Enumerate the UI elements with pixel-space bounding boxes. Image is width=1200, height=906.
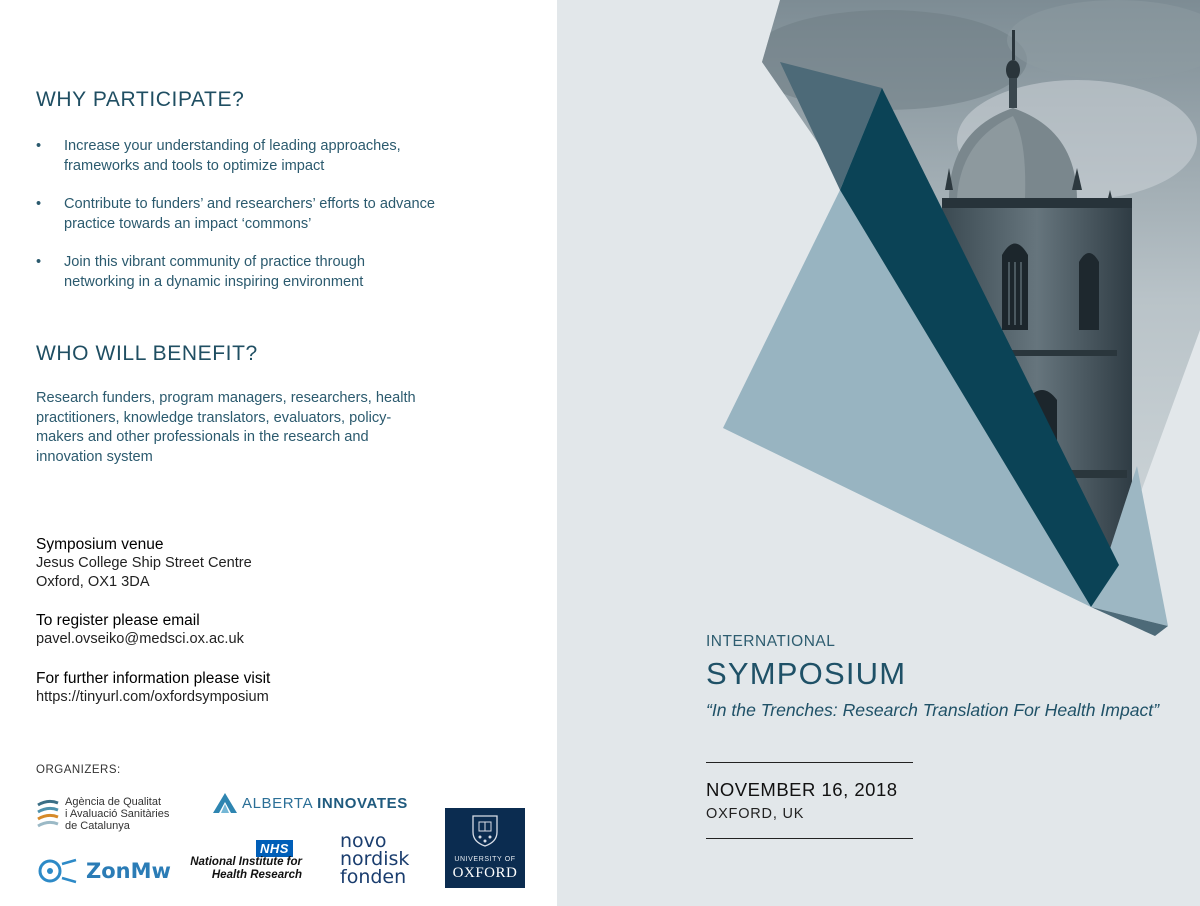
top-divider xyxy=(706,762,913,763)
symposium-title: SYMPOSIUM xyxy=(706,656,907,691)
oxford-big-text: OXFORD xyxy=(452,865,518,881)
zonmw-logo xyxy=(36,856,171,888)
alberta-mark-icon xyxy=(212,792,238,814)
register-title: To register please email xyxy=(36,612,200,629)
oxford-small-text: UNIVERSITY OF xyxy=(454,856,516,863)
why-participate-heading: WHY PARTICIPATE? xyxy=(36,88,245,111)
aquas-mark-icon xyxy=(36,797,60,831)
event-location: OXFORD, UK xyxy=(706,806,805,822)
novo-line-2: nordisk xyxy=(340,848,410,870)
venue-title: Symposium venue xyxy=(36,536,164,553)
further-info-title: For further information please visit xyxy=(36,670,271,687)
register-email-link[interactable]: pavel.ovseiko@medsci.ox.ac.uk xyxy=(36,631,244,647)
novo-nordisk-fonden-logo xyxy=(340,832,420,890)
bottom-divider xyxy=(706,838,913,839)
list-item xyxy=(36,252,436,292)
event-date: NOVEMBER 16, 2018 xyxy=(706,779,898,800)
benefit-text: Research funders, program managers, researchers, health practitioners, knowledge translators, evaluators, policy-makers and other professionals in the research and innovation system xyxy=(36,390,416,465)
alberta-word-2: INNOVATES xyxy=(317,795,408,812)
aquas-line-1: Agència de Qualitat xyxy=(65,796,162,808)
list-item-text: Join this vibrant community of practice through networking in a dynamic inspiring environment xyxy=(64,254,365,290)
university-of-oxford-logo xyxy=(445,808,525,888)
symposium-subtitle: “In the Trenches: Research Translation For Health Impact” xyxy=(706,700,1160,720)
alberta-innovates-logo xyxy=(212,791,412,817)
register-block xyxy=(36,611,244,649)
alberta-word-1: ALBERTA xyxy=(242,795,313,812)
zonmw-text: ZonMw xyxy=(86,859,171,883)
aquas-line-2: i Avaluació Sanitàries xyxy=(65,808,170,820)
bullet-dot-icon: • xyxy=(36,254,42,270)
list-item-text: Increase your understanding of leading approaches, frameworks and tools to optimize impact xyxy=(64,138,401,174)
venue-line-2: Oxford, OX1 3DA xyxy=(36,574,150,590)
nihr-line-1: National Institute for xyxy=(190,856,302,868)
right-panel xyxy=(557,0,1200,906)
oxford-crest-icon xyxy=(470,814,500,848)
novo-line-1: novo xyxy=(340,830,387,852)
organizers-label: ORGANIZERS: xyxy=(36,764,121,776)
bullet-dot-icon: • xyxy=(36,196,42,212)
list-item-text: Contribute to funders’ and researchers’ efforts to advance practice towards an impact ‘commons’ xyxy=(64,196,435,232)
cover-graphic xyxy=(557,0,1200,906)
list-item xyxy=(36,194,436,234)
further-info-block xyxy=(36,669,270,707)
nihr-line-2: Health Research xyxy=(211,869,302,881)
why-participate-list xyxy=(36,136,436,310)
aquas-line-3: de Catalunya xyxy=(65,820,130,832)
left-panel xyxy=(0,0,557,906)
aquas-logo xyxy=(36,796,186,832)
list-item xyxy=(36,136,436,176)
venue-line-1: Jesus College Ship Street Centre xyxy=(36,555,252,571)
zonmw-mark-icon xyxy=(36,856,78,886)
who-will-benefit-heading: WHO WILL BENEFIT? xyxy=(36,342,258,365)
novo-line-3: fonden xyxy=(340,866,407,888)
bullet-dot-icon: • xyxy=(36,138,42,154)
symposium-kicker: INTERNATIONAL xyxy=(706,633,836,650)
further-info-url-link[interactable]: https://tinyurl.com/oxfordsymposium xyxy=(36,689,269,705)
nhs-badge: NHS xyxy=(256,840,293,857)
nihr-logo xyxy=(190,840,304,884)
venue-block xyxy=(36,535,252,592)
